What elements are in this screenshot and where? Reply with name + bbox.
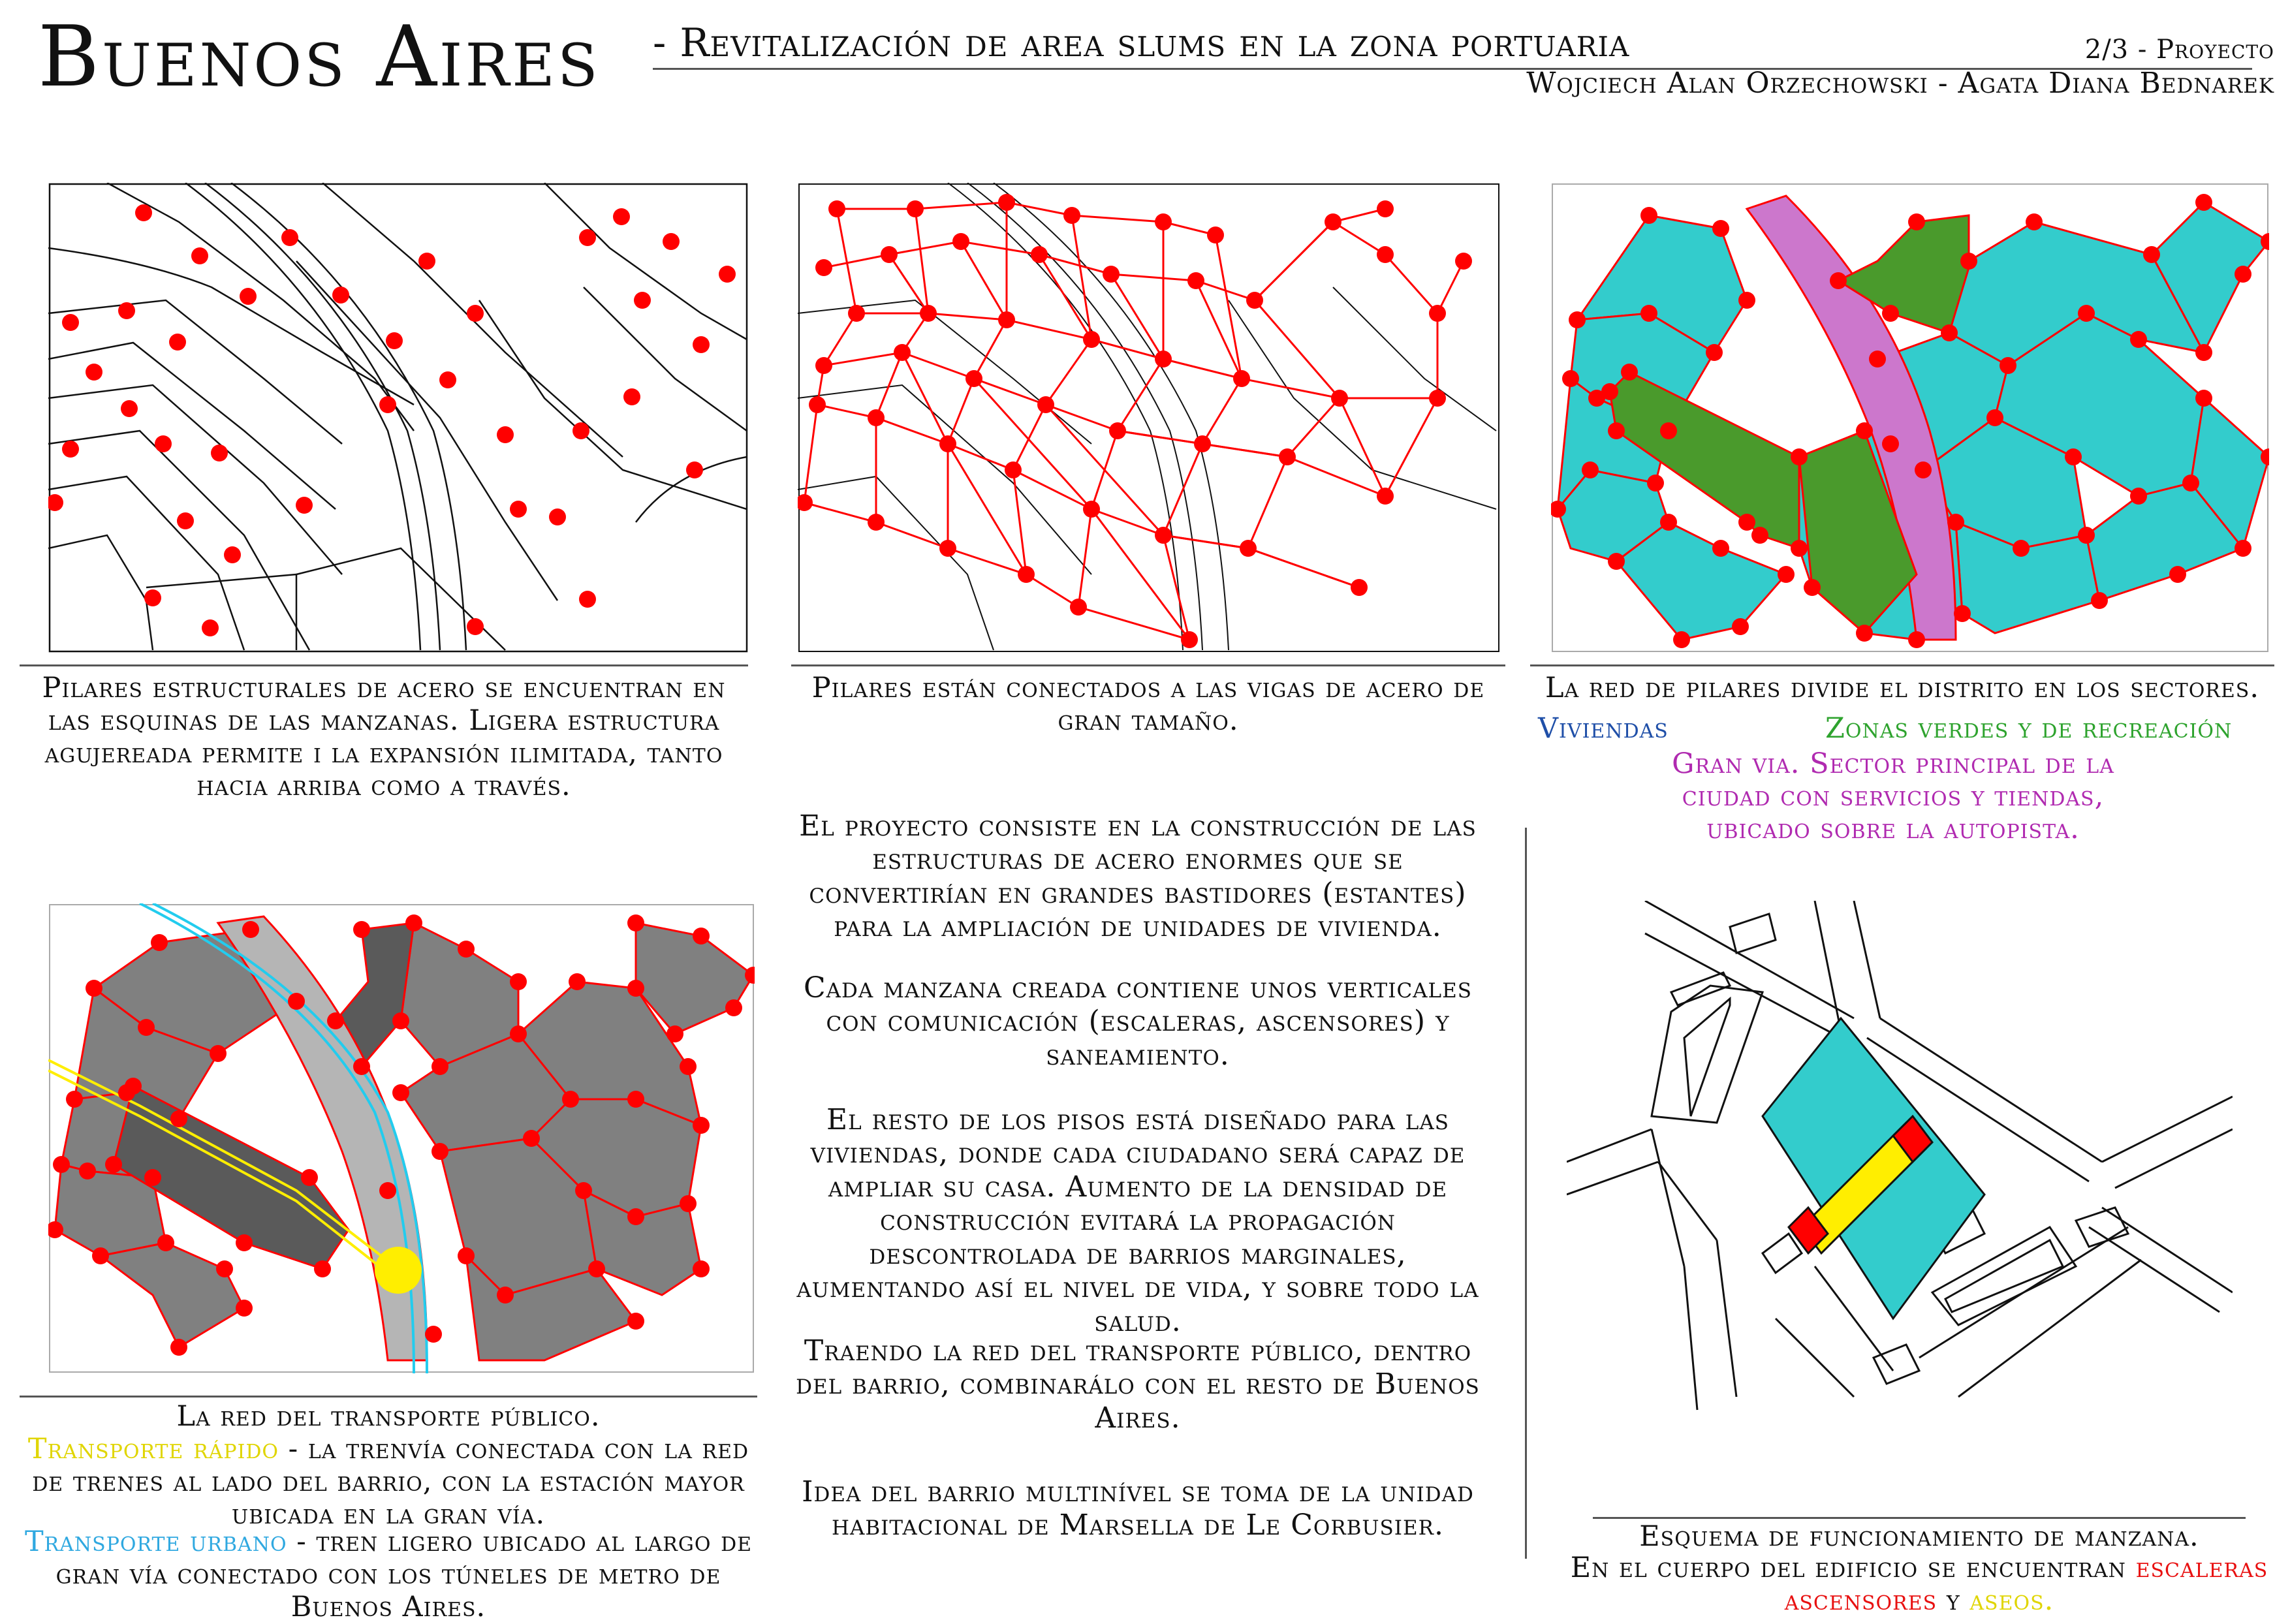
block-caption-prefix: En el cuerpo del edificio se encuentran	[1570, 1552, 2136, 1584]
caption-rule	[1530, 664, 2274, 666]
caption-rule	[791, 664, 1505, 666]
legend-granvia: Gran via. Sector principal de la ciudad con servicios y tiendas, ubicado sobre la autopista.	[1672, 747, 2114, 845]
block-caption-line1: Esquema de funcionamiento de manzana.	[1639, 1520, 2199, 1553]
beams-diagram	[798, 183, 1500, 653]
transport-diagram	[48, 903, 755, 1373]
body-paragraph-4: Traendo la red del transporte público, dentro del barrio, combinarálo con el resto de Buenos Aires.	[796, 1334, 1480, 1435]
beam-grid-streets	[798, 183, 1499, 651]
urban-transport-label: Transporte urbano	[24, 1525, 287, 1558]
fast-transport-text: - la trenvía conectada con la red de trenes al lado del barrio, con la estación mayor ubicada en la gran vía.	[32, 1433, 749, 1531]
urban-transport-text: - tren ligero ubicado al largo de gran vía conectado con los túneles de metro de Buenos Aires.	[55, 1525, 753, 1623]
sectors-caption: La red de pilares divide el distrito en los sectores.	[1545, 672, 2260, 704]
street-grid	[48, 183, 747, 651]
transport-urban	[20, 1526, 757, 1624]
subtitle: - Revitalización de area slums en la zona portuaria	[653, 20, 1630, 66]
toilets-label: aseos.	[1969, 1584, 2054, 1617]
beams-caption: Pilares están conectados a las vigas de acero de gran tamaño.	[811, 672, 1485, 737]
caption-rule	[20, 1396, 757, 1398]
legend-housing: Viviendas	[1538, 712, 1669, 745]
sheet-label: 2/3 - Proyecto	[2084, 35, 2274, 65]
sectors-diagram	[1551, 183, 2269, 653]
transport-fast	[20, 1433, 757, 1531]
conjunction: y	[1937, 1584, 1970, 1617]
pillar-points	[48, 204, 736, 636]
steel-beams	[804, 202, 1464, 640]
caption-rule	[1593, 1517, 2246, 1519]
body-paragraph-5: Idea del barrio multinível se toma de la unidad habitacional de Marsella de Le Corbusier.	[802, 1475, 1474, 1542]
vertical-divider	[1525, 828, 1527, 1559]
pillars-caption: Pilares estructurales de acero se encuentran en las esquinas de las manzanas. Ligera estructura agujereada permite i la expansión ilimitada, tanto hacia arriba como a través.	[42, 672, 726, 802]
body-paragraph-3: El resto de los pisos está diseñado para las viviendas, donde cada ciudadano será capaz de ampliar su casa. Aumento de la densidad de construcción evitará la propagación descontrolada de barrios marginales, aumentando así el nivel de vida, y sobre todo la salud.	[796, 1103, 1479, 1338]
fast-transport-label: Transporte rápido	[27, 1433, 279, 1465]
block-caption-line3	[1554, 1585, 2285, 1617]
stairs-label: escaleras	[2135, 1552, 2268, 1584]
main-title: Buenos Aires	[38, 8, 601, 106]
caption-rule	[20, 664, 748, 666]
beam-pillar-points	[798, 194, 1472, 648]
legend-green: Zonas verdes y de recreación	[1825, 712, 2233, 745]
body-paragraph-1: El proyecto consiste en la construcción de las estructuras de acero enormes que se convertirían en grandes bastidores (estantes) para la ampliación de unidades de vivienda.	[799, 809, 1477, 944]
pillars-diagram	[48, 183, 748, 653]
body-paragraph-2: Cada manzana creada contiene unos verticales con comunicación (escaleras, ascensores) y saneamiento.	[804, 971, 1472, 1072]
block-scheme-diagram	[1567, 901, 2233, 1423]
transport-caption-title: La red del transporte público.	[176, 1400, 601, 1433]
lifts-label: ascensores	[1784, 1584, 1937, 1617]
block-caption-line2	[1554, 1552, 2285, 1585]
main-station-icon	[375, 1247, 422, 1294]
authors: Wojciech Alan Orzechowski - Agata Diana Bednarek	[1526, 67, 2274, 100]
